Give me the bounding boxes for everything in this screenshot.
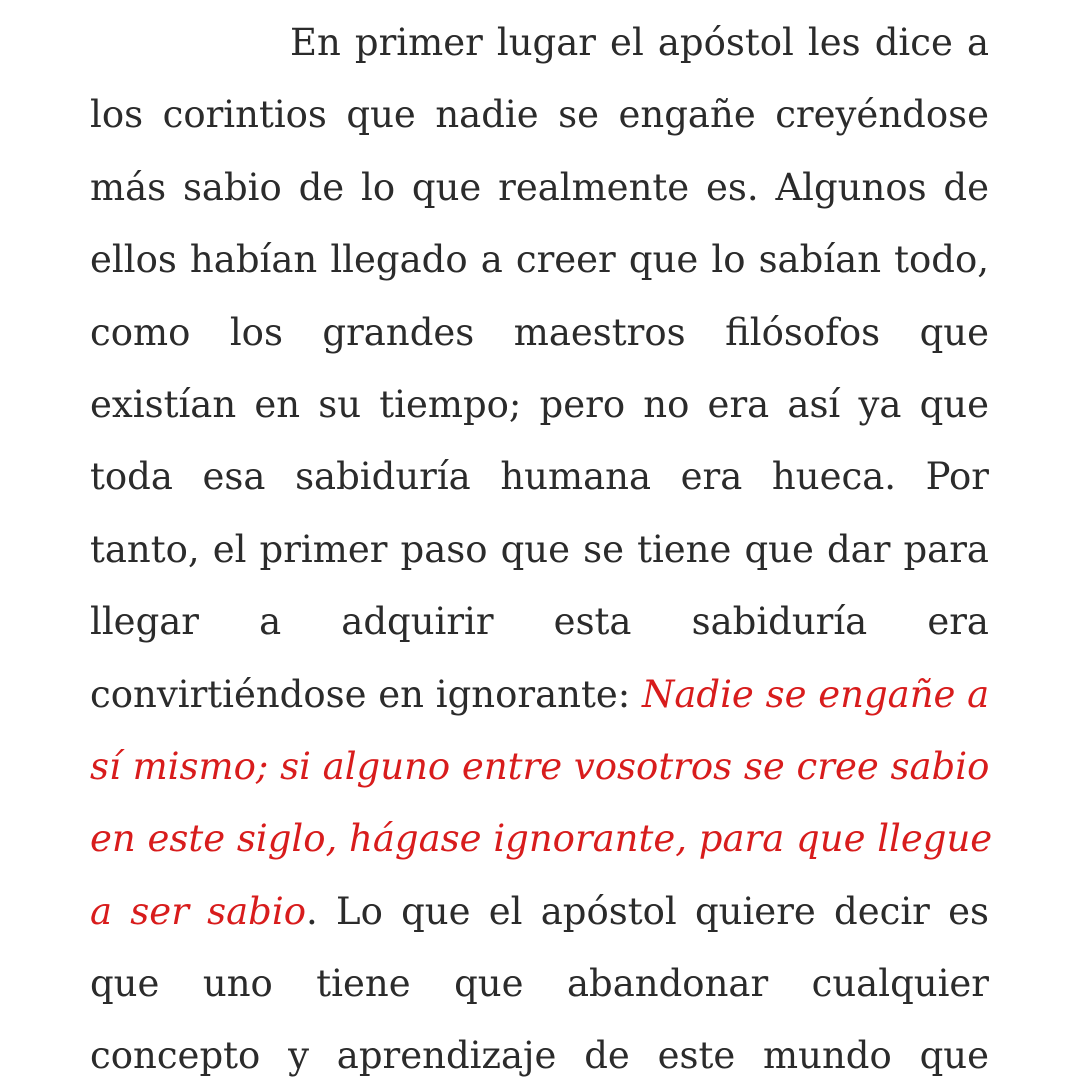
- plain-text: convirtiéndose en ignorante:: [90, 672, 642, 716]
- scripture-quote: a ser sabio: [90, 889, 306, 933]
- paragraph-line: ellos habían llegado a creer que lo sabían todo,: [90, 238, 989, 282]
- paragraph-line: que uno tiene que abandonar cualquier: [90, 962, 989, 1006]
- paragraph: [90, 7, 993, 1080]
- scripture-quote: Nadie se engañe a: [641, 672, 990, 716]
- paragraph-line: más sabio de lo que realmente es. Algunos de: [90, 165, 989, 209]
- paragraph-line: En primer lugar el apóstol les dice a: [290, 21, 989, 64]
- scripture-quote-line: en este siglo, hágase ignorante, para que llegue: [90, 817, 993, 861]
- paragraph-line-mixed: [90, 876, 989, 948]
- paragraph-line: existían en su tiempo; pero no era así ya que: [90, 382, 989, 426]
- paragraph-line-mixed: [90, 659, 989, 731]
- paragraph-line: los corintios que nadie se engañe creyéndose: [90, 93, 989, 137]
- scripture-quote-line: sí mismo; si alguno entre vosotros se cree sabio: [90, 744, 990, 788]
- paragraph-line: tanto, el primer paso que se tiene que dar para: [90, 527, 989, 571]
- paragraph-line: llegar a adquirir esta sabiduría era: [90, 600, 989, 644]
- plain-text: . Lo que el apóstol quiere decir es: [305, 889, 989, 933]
- paragraph-line: como los grandes maestros filósofos que: [90, 310, 989, 354]
- paragraph-line: toda esa sabiduría humana era hueca. Por: [90, 455, 989, 499]
- paragraph-line: concepto y aprendizaje de este mundo que: [90, 1034, 989, 1078]
